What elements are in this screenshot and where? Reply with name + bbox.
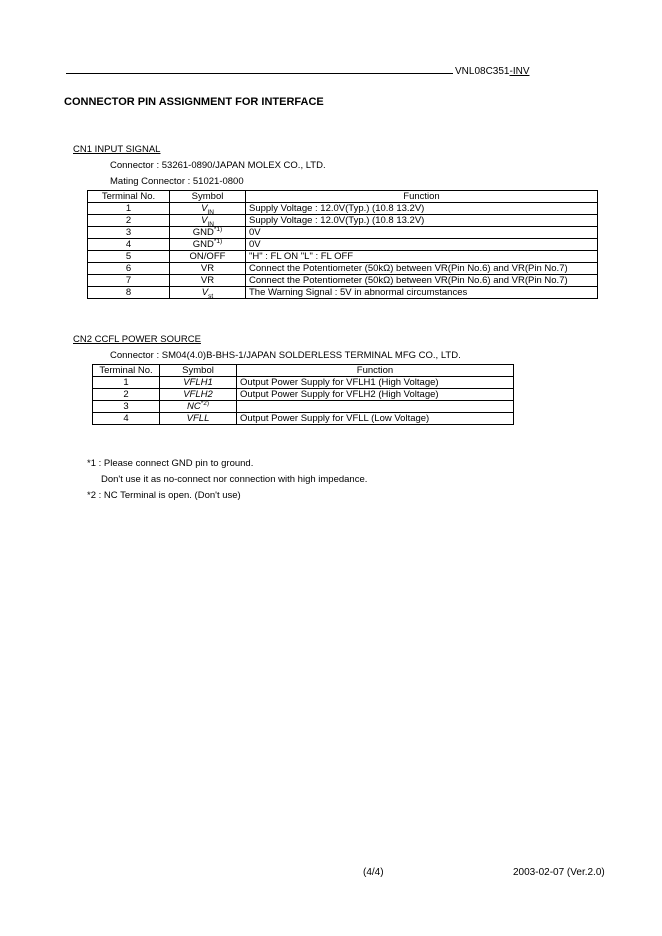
document-id-suffix: -INV xyxy=(509,66,530,77)
table-row xyxy=(88,287,598,299)
table-row xyxy=(88,203,598,215)
col-header-function: Function xyxy=(246,191,598,203)
function-cell: Output Power Supply for VFLL (Low Voltage) xyxy=(237,413,514,425)
page-number: (4/4) xyxy=(363,867,384,878)
table-header-row xyxy=(93,365,514,377)
symbol-text: V xyxy=(201,287,209,298)
table-row xyxy=(88,263,598,275)
symbol-cell xyxy=(170,215,246,227)
col-header-terminal: Terminal No. xyxy=(88,191,170,203)
cn1-pin-table xyxy=(87,190,598,299)
footnote-marker: *1) xyxy=(213,237,223,245)
note-1: *1 : Please connect GND pin to ground. xyxy=(87,458,254,469)
table-row xyxy=(88,275,598,287)
symbol-cell xyxy=(160,401,237,413)
col-header-symbol: Symbol xyxy=(170,191,246,203)
terminal-number-cell: 8 xyxy=(88,287,170,299)
col-header-symbol: Symbol xyxy=(160,365,237,377)
footnote-marker: *2) xyxy=(200,399,210,407)
terminal-number-cell: 3 xyxy=(93,401,160,413)
table-row xyxy=(93,413,514,425)
symbol-text: ON/OFF xyxy=(189,251,226,262)
function-cell: Connect the Potentiometer (50kΩ) between VR(Pin No.6) and VR(Pin No.7) xyxy=(246,263,598,275)
table-row xyxy=(93,389,514,401)
cn2-heading: CN2 CCFL POWER SOURCE xyxy=(73,334,201,345)
function-cell: Supply Voltage : 12.0V(Typ.) (10.8 13.2V) xyxy=(246,215,598,227)
symbol-subscript: IN xyxy=(207,208,214,216)
terminal-number-cell: 4 xyxy=(93,413,160,425)
symbol-text: VR xyxy=(200,275,215,286)
symbol-cell xyxy=(160,377,237,389)
symbol-text: V xyxy=(201,215,208,226)
symbol-text: NC xyxy=(186,401,201,412)
symbol-cell xyxy=(170,263,246,275)
function-cell: 0V xyxy=(246,239,598,251)
symbol-text: VFLH1 xyxy=(183,377,213,388)
table-row xyxy=(88,215,598,227)
symbol-text: V xyxy=(201,203,208,214)
terminal-number-cell: 1 xyxy=(88,203,170,215)
col-header-terminal: Terminal No. xyxy=(93,365,160,377)
document-id-prefix: VNL08C351 xyxy=(455,66,510,77)
note-2: *2 : NC Terminal is open. (Don't use) xyxy=(87,490,241,501)
document-id xyxy=(455,66,529,77)
symbol-subscript: IN xyxy=(207,220,214,228)
cn2-connector: Connector : SM04(4.0)B-BHS-1/JAPAN SOLDERLESS TERMINAL MFG CO., LTD. xyxy=(110,350,461,361)
function-cell xyxy=(237,401,514,413)
function-cell: Supply Voltage : 12.0V(Typ.) (10.8 13.2V) xyxy=(246,203,598,215)
function-cell: Connect the Potentiometer (50kΩ) between VR(Pin No.6) and VR(Pin No.7) xyxy=(246,275,598,287)
symbol-text: GND xyxy=(192,227,214,238)
terminal-number-cell: 1 xyxy=(93,377,160,389)
cn1-connector: Connector : 53261-0890/JAPAN MOLEX CO., LTD. xyxy=(110,160,326,171)
terminal-number-cell: 6 xyxy=(88,263,170,275)
terminal-number-cell: 7 xyxy=(88,275,170,287)
cn1-mating-connector: Mating Connector : 51021-0800 xyxy=(110,176,244,187)
revision-date: 2003-02-07 (Ver.2.0) xyxy=(513,867,605,878)
note-1-detail: Don't use it as no-connect nor connection with high impedance. xyxy=(101,474,368,485)
symbol-cell xyxy=(170,203,246,215)
symbol-subscript: st xyxy=(208,292,214,300)
function-cell: Output Power Supply for VFLH2 (High Voltage) xyxy=(237,389,514,401)
table-row xyxy=(88,227,598,239)
terminal-number-cell: 3 xyxy=(88,227,170,239)
table-row xyxy=(93,377,514,389)
table-row xyxy=(93,401,514,413)
footnote-marker: *1) xyxy=(213,225,223,233)
function-cell: Output Power Supply for VFLH1 (High Voltage) xyxy=(237,377,514,389)
function-cell: The Warning Signal : 5V in abnormal circumstances xyxy=(246,287,598,299)
symbol-text: VFLL xyxy=(186,413,210,424)
symbol-cell xyxy=(170,239,246,251)
terminal-number-cell: 4 xyxy=(88,239,170,251)
table-row xyxy=(88,251,598,263)
function-cell: "H" : FL ON "L" : FL OFF xyxy=(246,251,598,263)
cn1-heading: CN1 INPUT SIGNAL xyxy=(73,144,161,155)
symbol-text: VFLH2 xyxy=(183,389,213,400)
col-header-function: Function xyxy=(237,365,514,377)
terminal-number-cell: 2 xyxy=(88,215,170,227)
table-header-row xyxy=(88,191,598,203)
symbol-cell xyxy=(170,287,246,299)
symbol-text: VR xyxy=(200,263,215,274)
function-cell: 0V xyxy=(246,227,598,239)
table-row xyxy=(88,239,598,251)
symbol-cell xyxy=(170,275,246,287)
terminal-number-cell: 5 xyxy=(88,251,170,263)
terminal-number-cell: 2 xyxy=(93,389,160,401)
symbol-cell xyxy=(170,227,246,239)
symbol-cell xyxy=(170,251,246,263)
symbol-text: GND xyxy=(192,239,214,250)
cn2-pin-table xyxy=(92,364,514,425)
header-rule xyxy=(66,73,453,74)
symbol-cell xyxy=(160,389,237,401)
symbol-cell xyxy=(160,413,237,425)
page-title: CONNECTOR PIN ASSIGNMENT FOR INTERFACE xyxy=(64,96,324,108)
